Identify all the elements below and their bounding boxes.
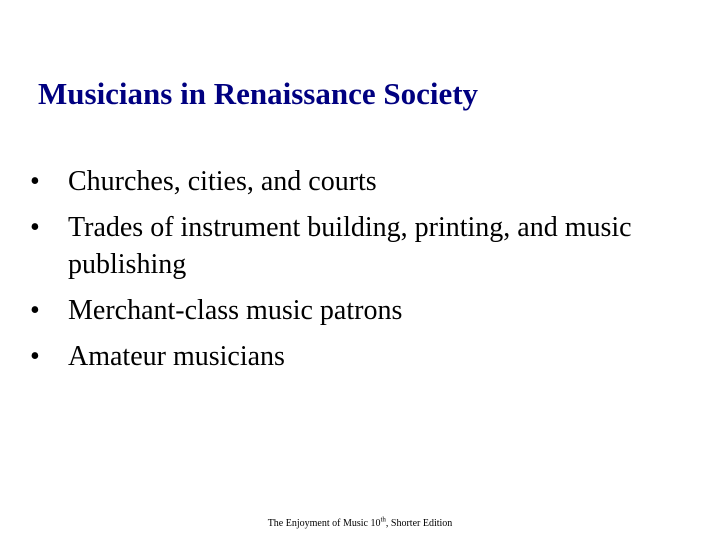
slide-footer bbox=[0, 515, 720, 530]
bullet-text: Merchant-class music patrons bbox=[68, 295, 403, 326]
bullet-icon: • bbox=[30, 166, 40, 197]
bullet-text: Churches, cities, and courts bbox=[68, 166, 377, 197]
bullet-icon: • bbox=[30, 212, 40, 243]
bullet-item bbox=[30, 338, 720, 375]
bullet-item bbox=[30, 292, 720, 329]
footer-superscript: th bbox=[380, 515, 386, 524]
bullet-item bbox=[30, 209, 720, 283]
bullet-list bbox=[30, 163, 720, 384]
bullet-icon: • bbox=[30, 295, 40, 326]
footer-text-suffix: , Shorter Edition bbox=[385, 518, 453, 529]
bullet-icon: • bbox=[30, 341, 40, 372]
bullet-item bbox=[30, 163, 720, 200]
footer-text-prefix: The Enjoyment of Music 10 bbox=[267, 518, 381, 529]
bullet-text: Amateur musicians bbox=[68, 341, 285, 372]
bullet-text: Trades of instrument building, printing, and music bbox=[68, 212, 632, 243]
slide-title: Musicians in Renaissance Society bbox=[38, 76, 479, 111]
bullet-text-continuation: publishing bbox=[68, 249, 187, 280]
